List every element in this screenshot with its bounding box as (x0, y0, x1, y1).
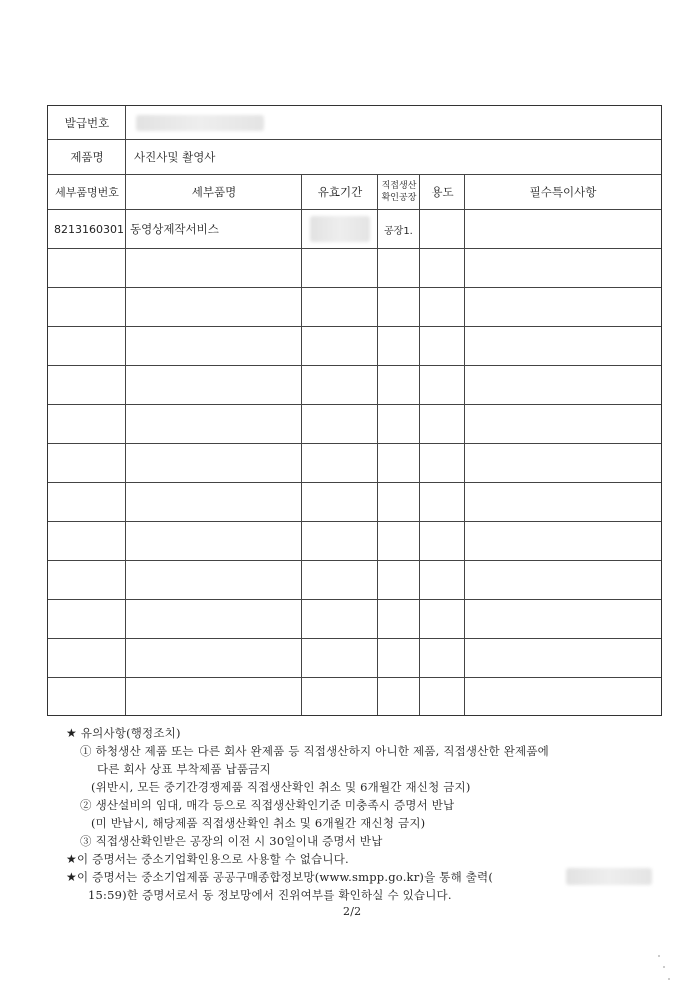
table-row (48, 444, 661, 483)
table-row (48, 483, 661, 522)
circled-two-icon: ② (80, 798, 92, 812)
table-row (48, 561, 661, 600)
star-icon: ★ (66, 726, 77, 740)
row-factory: 공장1. (384, 225, 413, 237)
note-item-3-text: 직접생산확인받은 공장의 이전 시 30일이내 증명서 반납 (95, 834, 383, 848)
note-star-2-text: 이 증명서는 중소기업확인용으로 사용할 수 없습니다. (76, 852, 349, 866)
page-number: 2/2 (343, 905, 362, 918)
col-usage: 용도 (431, 185, 454, 199)
col-detail-name: 세부품명 (191, 185, 237, 199)
note-item-1-line2: 다른 회사 상표 부착제품 납품금지 (97, 762, 271, 776)
table-row (48, 405, 661, 444)
star-icon: ★ (66, 870, 77, 884)
table-row (48, 210, 661, 249)
col-factory-line1: 직접생산 (381, 181, 417, 191)
note-star-3-line1: 이 증명서는 중소기업제품 공공구매종합정보망(www.smpp.go.kr)을 통해 출력( (76, 870, 494, 884)
product-table (47, 105, 662, 716)
col-factory (378, 175, 420, 209)
product-name-value: 사진사및 촬영사 (134, 150, 216, 164)
output-date-redacted (566, 868, 652, 885)
table-row (48, 639, 661, 678)
table-row (48, 366, 661, 405)
note-star-3 (66, 869, 493, 885)
table-row (48, 249, 661, 288)
table-row (48, 678, 661, 715)
scan-speck (658, 955, 660, 957)
note-item-2-line1: 생산설비의 임대, 매각 등으로 직접생산확인기준 미충족시 증명서 반납 (95, 798, 455, 812)
col-validity: 유효기간 (317, 185, 363, 199)
col-detail-code: 세부품명번호 (55, 186, 119, 199)
note-star-3-line2: 15:59)한 증명서로서 동 정보망에서 진위여부를 확인하실 수 있습니다. (88, 888, 452, 902)
col-remarks: 필수특이사항 (529, 185, 597, 199)
notes-title (66, 725, 181, 741)
issue-number-row (48, 106, 661, 140)
note-item-2-line2: (미 반납시, 해당제품 직접생산확인 취소 및 6개월간 재신청 금지) (91, 816, 426, 830)
table-row (48, 288, 661, 327)
notes-title-text: 유의사항(행정조치) (80, 726, 181, 740)
note-item-1 (80, 743, 549, 759)
scan-speck (668, 978, 670, 980)
note-item-1-line1: 하청생산 제품 또는 다른 회사 완제품 등 직접생산하지 아니한 제품, 직접생산한 완제품에 (95, 744, 549, 758)
row-validity-redacted (310, 216, 370, 242)
scan-speck (663, 966, 665, 968)
note-item-2 (80, 797, 454, 813)
product-name-row (48, 140, 661, 175)
circled-three-icon: ③ (80, 834, 92, 848)
table-row (48, 600, 661, 639)
product-name-label: 제품명 (70, 150, 104, 164)
star-icon: ★ (66, 852, 77, 866)
issue-number-label: 발급번호 (64, 115, 110, 130)
issue-number-redacted (136, 115, 264, 131)
note-star-2 (66, 851, 349, 867)
row-detail-code: 8213160301 (54, 222, 124, 236)
column-header-row (48, 175, 661, 210)
row-detail-name: 동영상제작서비스 (130, 222, 219, 236)
note-item-3 (80, 833, 383, 849)
note-item-1-line3: (위반시, 모든 중기간경쟁제품 직접생산확인 취소 및 6개월간 재신청 금지) (91, 780, 471, 794)
circled-one-icon: ① (80, 744, 92, 758)
col-factory-line2: 확인공장 (381, 193, 417, 203)
table-row (48, 522, 661, 561)
table-row (48, 327, 661, 366)
